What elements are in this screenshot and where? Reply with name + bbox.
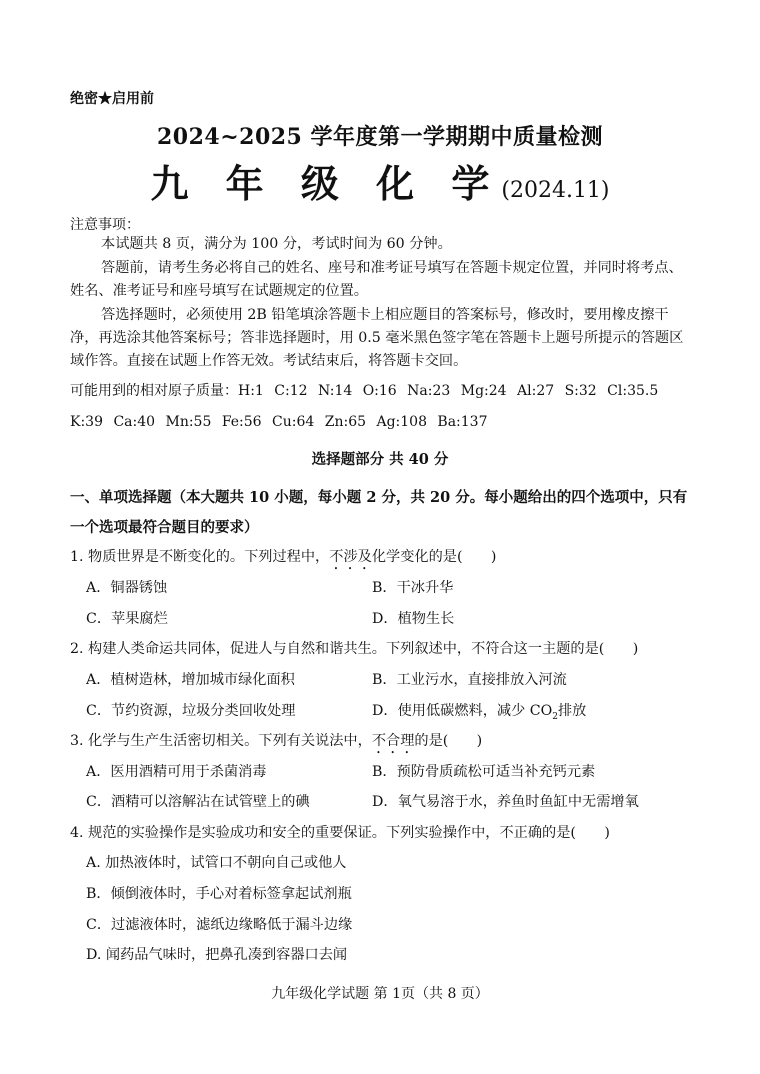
part-title: 一、单项选择题（本大题共 10 小题，每小题 2 分，共 20 分。每小题给出的四个选项中，只有一个选项最符合题目的要求）: [70, 489, 688, 536]
exam-date: (2024.11): [501, 178, 610, 203]
atomic-mass-line-2: K:39 Ca:40 Mn:55 Fe:56 Cu:64 Zn:65 Ag:108 Ba:137: [70, 414, 488, 430]
subject-title: [0, 153, 760, 208]
question-3-option-d[interactable]: D．氧气易溶于水，养鱼时鱼缸中无需增氧: [372, 794, 639, 810]
question-1-option-a[interactable]: A．铜器锈蚀: [86, 580, 168, 596]
notes-label: 注意事项：: [70, 217, 140, 233]
question-4-stem: 4. 规范的实验操作是实验成功和安全的重要保证。下列实验操作中，不正确的是( ): [70, 825, 610, 841]
confidential-label: 绝密★启用前: [70, 91, 154, 107]
question-1-option-d[interactable]: D．植物生长: [372, 611, 455, 627]
question-1-option-c[interactable]: C．苹果腐烂: [86, 611, 168, 627]
question-2-option-b[interactable]: B．工业污水，直接排放入河流: [372, 672, 567, 688]
question-2-option-c[interactable]: C．节约资源，垃圾分类回收处理: [86, 703, 296, 719]
question-1-stem-pre: 1. 物质世界是不断变化的。下列过程中，: [70, 549, 330, 565]
page-footer: 九年级化学试题 第 1页（共 8 页）: [271, 986, 489, 1002]
question-2-option-d-subscript: 2: [552, 711, 558, 722]
exam-title: 2024~2025 学年度第一学期期中质量检测: [156, 124, 604, 150]
question-4-option-d[interactable]: D. 闻药品气味时，把鼻孔凑到容器口去闻: [86, 947, 348, 963]
question-2-option-d-suffix: 排放: [557, 703, 587, 719]
question-3-option-a[interactable]: A．医用酒精可用于杀菌消毒: [86, 764, 267, 780]
question-1-stem: [70, 546, 496, 573]
question-3-stem-emphasis: 不合理: [371, 733, 415, 749]
subject-name: 九 年 级 化 学: [150, 161, 502, 206]
notes-paragraph-2: 答题前，请考生务必将自己的姓名、座号和准考证号填写在答题卡规定位置，并同时将考点、姓名、准考证号和座号填写在试题规定的位置。: [70, 260, 683, 299]
notes-paragraph-1: 本试题共 8 页，满分为 100 分，考试时间为 60 分钟。: [101, 236, 452, 252]
question-2-option-a[interactable]: A．植树造林，增加城市绿化面积: [86, 672, 295, 688]
question-4-option-c[interactable]: C．过滤液体时，滤纸边缘略低于漏斗边缘: [86, 917, 353, 933]
question-1-option-b[interactable]: B．干冰升华: [372, 580, 454, 596]
question-3-option-c[interactable]: C．酒精可以溶解沾在试管壁上的碘: [86, 794, 310, 810]
question-1-stem-emphasis: 不涉及: [329, 549, 372, 565]
section-title: 选择题部分 共 40 分: [311, 451, 449, 468]
question-3-stem-pre: 3. 化学与生产生活密切相关。下列有关说法中，: [70, 733, 372, 749]
question-2-option-d-text: D．使用低碳燃料，减少 CO: [372, 703, 553, 719]
question-1-stem-post: 化学变化的是( ): [371, 549, 497, 565]
question-3-option-b[interactable]: B．预防骨质疏松可适当补充钙元素: [372, 764, 596, 780]
question-2-option-d[interactable]: [372, 700, 586, 722]
question-3-stem-post: 的是( ): [414, 733, 483, 749]
atomic-mass-line-1: 可能用到的相对原子质量：H:1 C:12 N:14 O:16 Na:23 Mg:24 Al:27 S:32 Cl:35.5: [70, 383, 659, 399]
question-4-option-b[interactable]: B．倾倒液体时，手心对着标签拿起试剂瓶: [86, 886, 352, 902]
question-2-stem: 2. 构建人类命运共同体，促进人与自然和谐共生。下列叙述中，不符合这一主题的是( ): [70, 641, 639, 657]
question-4-option-a[interactable]: A. 加热液体时，试管口不朝向自己或他人: [86, 855, 347, 871]
notes-paragraph-3: 答选择题时，必须使用 2B 铅笔填涂答题卡上相应题目的答案标号，修改时，要用橡皮擦干净，再选涂其他答案标号；答非选择题时，用 0.5 毫米黑色签字笔在答题卡上题号所提示的答题区域作答。直接在试题上作答无效。考试结束后，将答题卡交回。: [70, 307, 684, 369]
question-3-stem: [70, 730, 482, 757]
